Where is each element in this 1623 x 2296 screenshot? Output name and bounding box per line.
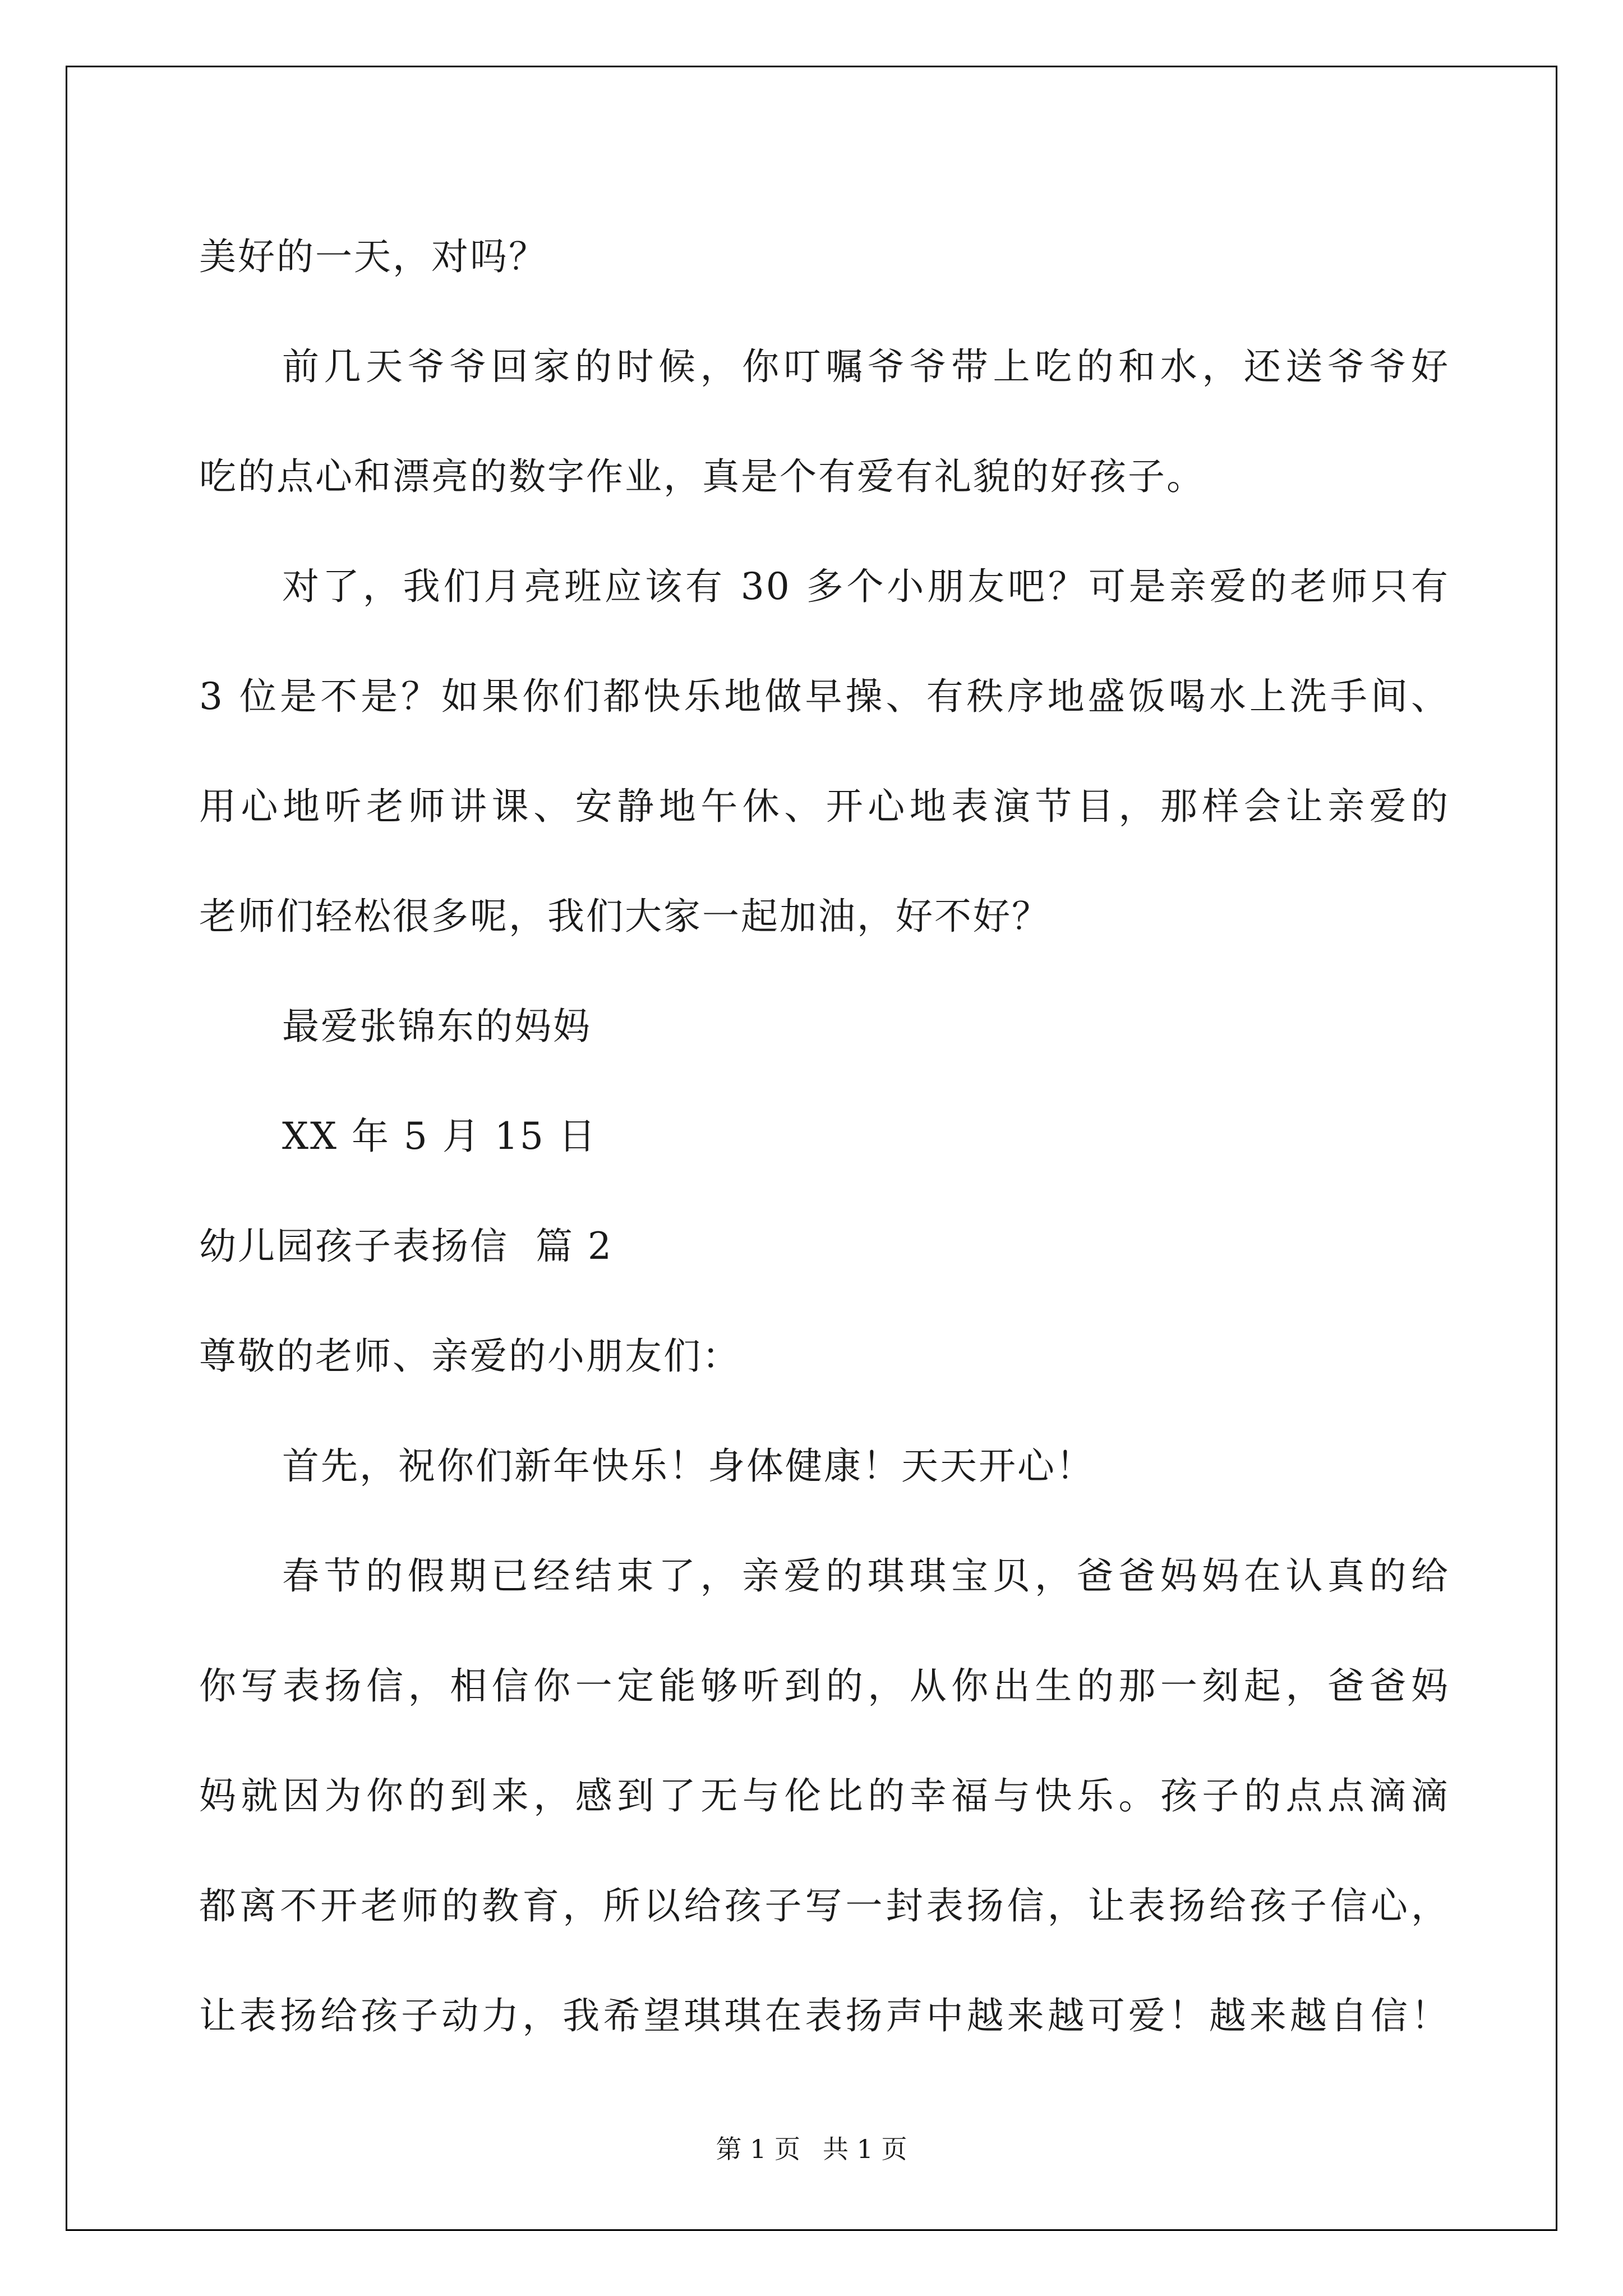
page-footer [0,2129,1623,2166]
page-count: 共 1 页 [823,2134,907,2164]
text-line: 3 位是不是？如果你们都快乐地做早操、有秩序地盛饭喝水上洗手间、 [199,675,1450,718]
section-heading: 幼儿园孩子表扬信 篇 2 [199,1225,613,1268]
text-line: 你写表扬信，相信你一定能够听到的，从你出生的那一刻起，爸爸妈 [199,1664,1450,1708]
text-line: 老师们轻松很多呢，我们大家一起加油，好不好？ [199,895,1050,938]
text-line: 美好的一天，对吗？ [199,235,547,278]
text-line: 让表扬给孩子动力，我希望琪琪在表扬声中越来越可爱！越来越自信！ [199,1994,1450,2037]
letter-date: XX 年 5 月 15 日 [282,1115,597,1158]
page-number: 第 1 页 [716,2134,800,2164]
text-line: 前几天爷爷回家的时候，你叮嘱爷爷带上吃的和水，还送爷爷好 [282,345,1450,388]
text-line: 首先，祝你们新年快乐！身体健康！天天开心！ [282,1444,1095,1488]
text-line: 都离不开老师的教育，所以给孩子写一封表扬信，让表扬给孩子信心， [199,1884,1450,1927]
text-line: 用心地听老师讲课、安静地午休、开心地表演节目，那样会让亲爱的 [199,785,1450,828]
document-body [199,202,1450,2071]
text-line: 对了，我们月亮班应该有 30 多个小朋友吧？可是亲爱的老师只有 [282,565,1450,608]
text-line: 春节的假期已经结束了，亲爱的琪琪宝贝，爸爸妈妈在认真的给 [282,1554,1450,1598]
text-line: 吃的点心和漂亮的数字作业，真是个有爱有礼貌的好孩子。 [199,455,1205,498]
salutation: 尊敬的老师、亲爱的小朋友们： [199,1335,741,1378]
text-line: 妈就因为你的到来，感到了无与伦比的幸福与快乐。孩子的点点滴滴 [199,1774,1450,1818]
signature: 最爱张锦东的妈妈 [282,1005,592,1048]
